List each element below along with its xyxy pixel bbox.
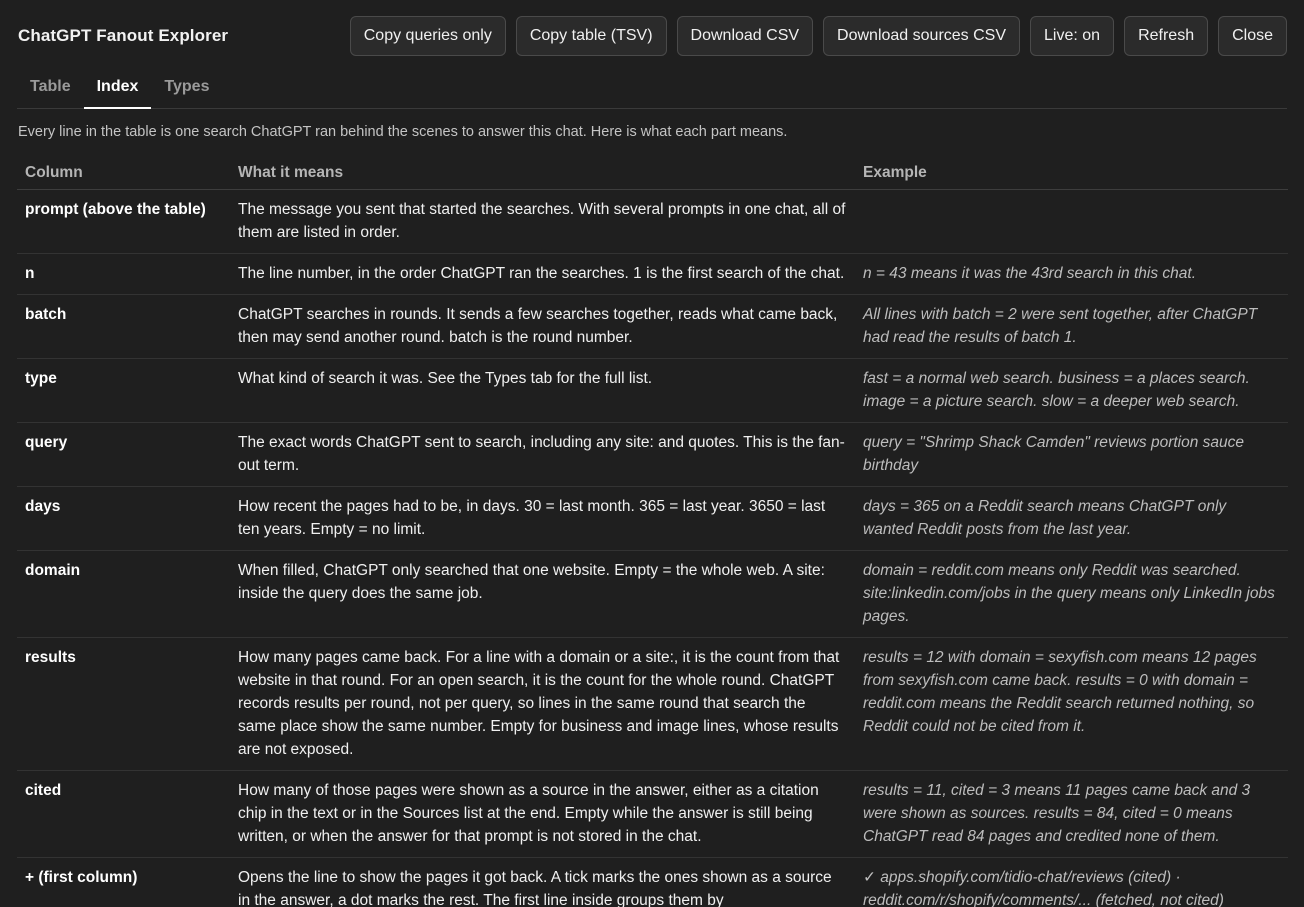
row-meaning: ChatGPT searches in rounds. It sends a few searches together, reads what came back, then may send another round. batch is the round number. xyxy=(230,295,855,359)
app-title: ChatGPT Fanout Explorer xyxy=(18,26,229,45)
tab-types[interactable]: Types xyxy=(164,78,210,95)
row-meaning: The line number, in the order ChatGPT ran the searches. 1 is the first search of the chat. xyxy=(230,254,855,295)
column-header-example: Example xyxy=(855,157,1288,190)
table-row xyxy=(17,254,1288,295)
refresh-button[interactable]: Refresh xyxy=(1124,16,1208,56)
column-header-meaning: What it means xyxy=(230,157,855,190)
table-row xyxy=(17,771,1288,858)
tab-index[interactable]: Index xyxy=(84,72,152,109)
row-example: days = 365 on a Reddit search means ChatGPT only wanted Reddit posts from the last year. xyxy=(855,487,1288,551)
close-button[interactable]: Close xyxy=(1218,16,1287,56)
row-meaning: When filled, ChatGPT only searched that one website. Empty = the whole web. A site: inside the query does the same job. xyxy=(230,551,855,638)
row-meaning: The exact words ChatGPT sent to search, including any site: and quotes. This is the fan-out term. xyxy=(230,423,855,487)
row-meaning: The message you sent that started the searches. With several prompts in one chat, all of them are listed in order. xyxy=(230,190,855,254)
row-key: type xyxy=(17,359,230,423)
table-row xyxy=(17,551,1288,638)
row-meaning: Opens the line to show the pages it got back. A tick marks the ones shown as a source in the answer, a dot marks the rest. The first line inside groups them by xyxy=(230,858,855,907)
row-meaning: How many pages came back. For a line with a domain or a site:, it is the count from that website in that round. For an open search, it is the count for the whole round. ChatGPT records results per round, not per query, so lines in the same round that search the same place show the same number. Empty for business and image lines, whose results are not exposed. xyxy=(230,638,855,771)
table-row xyxy=(17,359,1288,423)
tab-table[interactable]: Table xyxy=(30,78,71,95)
row-key: query xyxy=(17,423,230,487)
row-example: results = 12 with domain = sexyfish.com means 12 pages from sexyfish.com came back. results = 0 with domain = reddit.com means the Reddit search returned nothing, so Reddit could not be cited from it. xyxy=(855,638,1288,771)
row-example: results = 11, cited = 3 means 11 pages came back and 3 were shown as sources. results = 84, cited = 0 means ChatGPT read 84 pages and credited none of them. xyxy=(855,771,1288,858)
row-example: ✓ apps.shopify.com/tidio-chat/reviews (cited) · reddit.com/r/shopify/comments/... (fetched, not cited) xyxy=(855,858,1288,907)
table-row xyxy=(17,190,1288,254)
row-key: domain xyxy=(17,551,230,638)
column-header-column: Column xyxy=(17,157,230,190)
download-sources-csv-button[interactable]: Download sources CSV xyxy=(823,16,1020,56)
toolbar xyxy=(350,16,1287,56)
row-key: results xyxy=(17,638,230,771)
row-key: n xyxy=(17,254,230,295)
row-key: + (first column) xyxy=(17,858,230,907)
copy-table-tsv-button[interactable]: Copy table (TSV) xyxy=(516,16,667,56)
row-example: domain = reddit.com means only Reddit was searched. site:linkedin.com/jobs in the query means only LinkedIn jobs pages. xyxy=(855,551,1288,638)
index-table-header-row xyxy=(17,157,1288,190)
row-example: query = "Shrimp Shack Camden" reviews portion sauce birthday xyxy=(855,423,1288,487)
row-meaning: How recent the pages had to be, in days. 30 = last month. 365 = last year. 3650 = last ten years. Empty = no limit. xyxy=(230,487,855,551)
row-example xyxy=(855,190,1288,254)
copy-queries-button[interactable]: Copy queries only xyxy=(350,16,506,56)
table-row xyxy=(17,295,1288,359)
table-row xyxy=(17,638,1288,771)
row-example: All lines with batch = 2 were sent together, after ChatGPT had read the results of batch 1. xyxy=(855,295,1288,359)
tab-bar xyxy=(17,72,1287,109)
header xyxy=(0,0,1304,72)
row-meaning: How many of those pages were shown as a source in the answer, either as a citation chip in the text or in the Sources list at the end. Empty while the answer is still being written, or when the answer for that prompt is not stored in the chat. xyxy=(230,771,855,858)
table-row xyxy=(17,487,1288,551)
index-table xyxy=(17,157,1288,907)
table-row xyxy=(17,423,1288,487)
row-key: prompt (above the table) xyxy=(17,190,230,254)
row-example: n = 43 means it was the 43rd search in this chat. xyxy=(855,254,1288,295)
download-csv-button[interactable]: Download CSV xyxy=(677,16,814,56)
index-table-container xyxy=(17,157,1288,907)
row-key: cited xyxy=(17,771,230,858)
index-intro-text: Every line in the table is one search ChatGPT ran behind the scenes to answer this chat. Here is what each part means. xyxy=(18,124,788,140)
table-row xyxy=(17,858,1288,907)
live-toggle-button[interactable]: Live: on xyxy=(1030,16,1114,56)
row-meaning: What kind of search it was. See the Types tab for the full list. xyxy=(230,359,855,423)
row-key: batch xyxy=(17,295,230,359)
row-example: fast = a normal web search. business = a places search. image = a picture search. slow = a deeper web search. xyxy=(855,359,1288,423)
row-key: days xyxy=(17,487,230,551)
